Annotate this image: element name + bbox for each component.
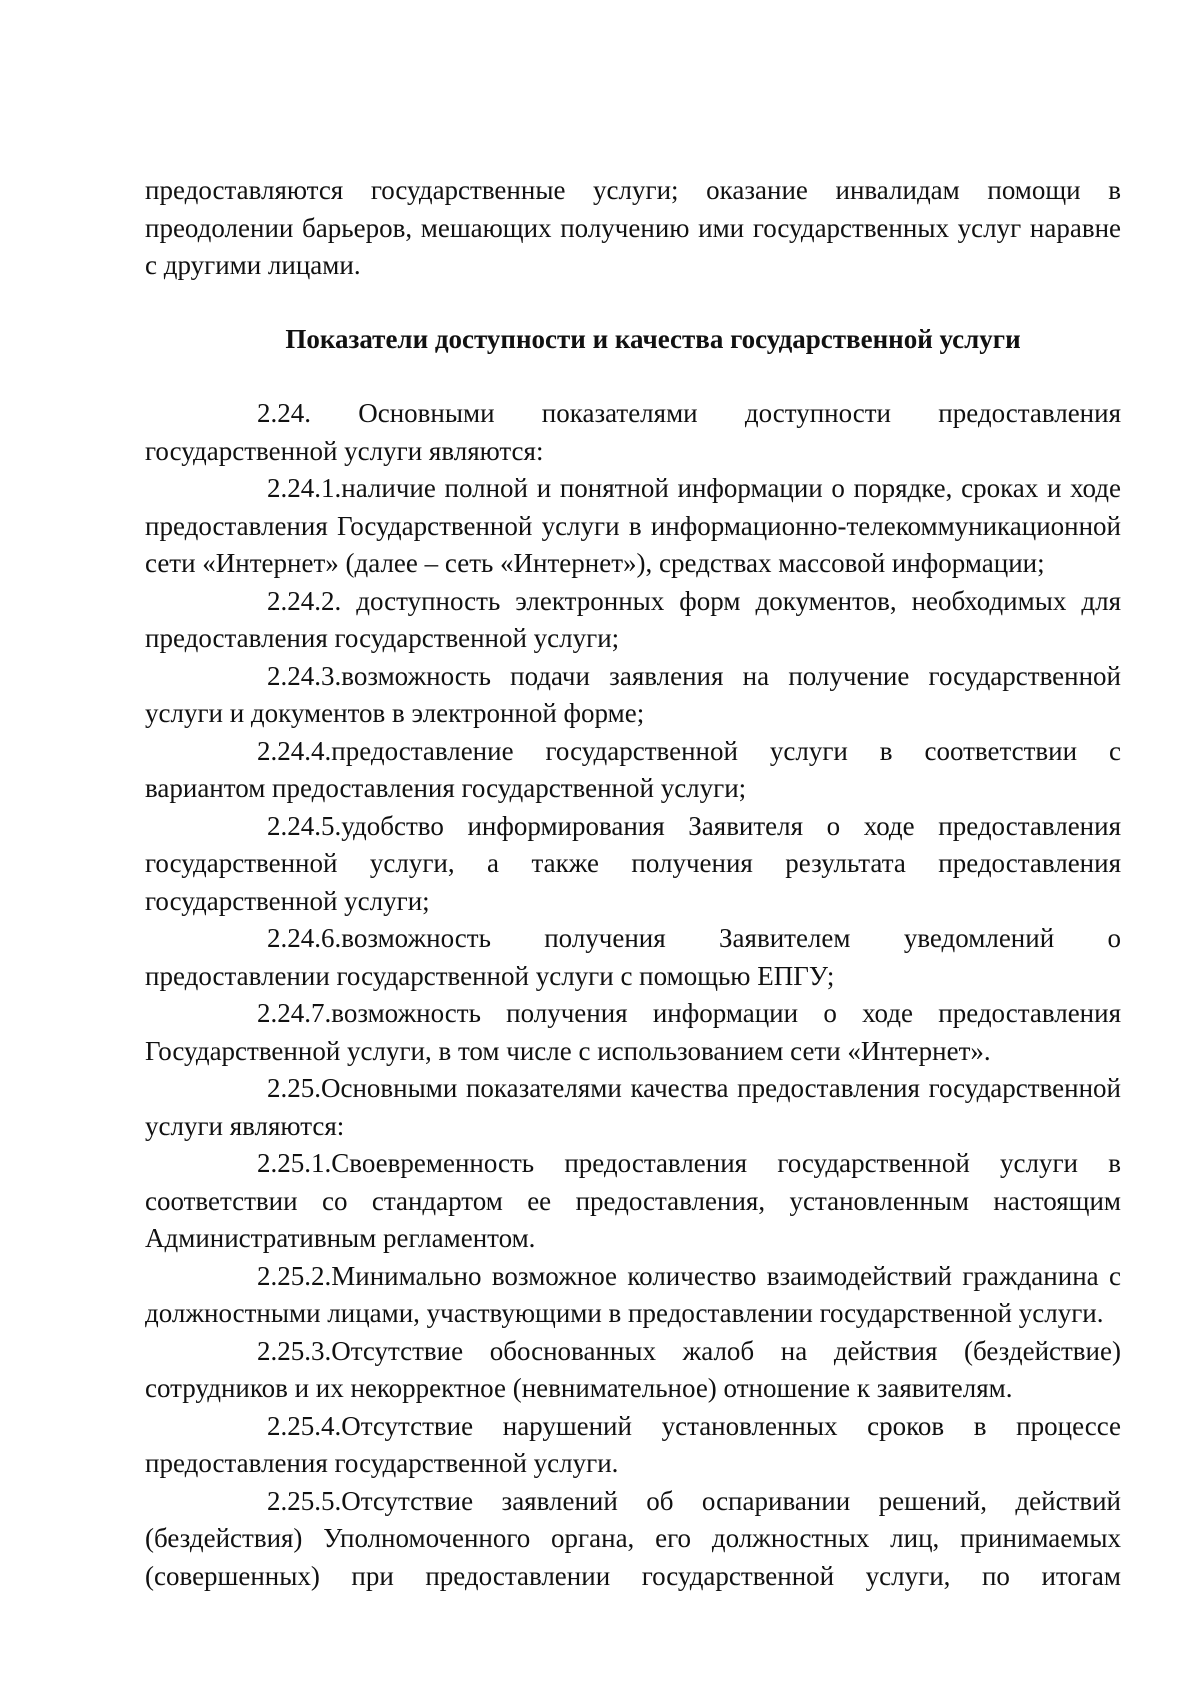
paragraph-2-25-3: 2.25.3.Отсутствие обоснованных жалоб на действия (бездействие) сотрудников и их некорректное (невнимательное) отношение к заявителям. xyxy=(145,1335,1121,1403)
paragraph-2-24: 2.24. Основными показателями доступности предоставления государственной услуги являются: xyxy=(145,398,1121,466)
paragraph-2-25-1: 2.25.1.Своевременность предоставления государственной услуги в соответствии со стандартом ее предоставления, установленным настоящим Административным регламентом. xyxy=(145,1148,1121,1253)
paragraph-2-25-5: 2.25.5.Отсутствие заявлений об оспаривании решений, действий (бездействия) Уполномоченного органа, его должностных лиц, принимаемых (совершенных) при предоставлении государственной услуги, по итогам xyxy=(145,1485,1121,1591)
paragraph-2-24-4: 2.24.4.предоставление государственной услуги в соответствии с вариантом предоставления государственной услуги; xyxy=(145,735,1121,803)
paragraph-2-24-2: 2.24.2. доступность электронных форм документов, необходимых для предоставления государственной услуги; xyxy=(145,585,1121,653)
paragraph-2-24-6: 2.24.6.возможность получения Заявителем уведомлений о предоставлении государственной услуги с помощью ЕПГУ; xyxy=(145,923,1121,991)
paragraph-2-24-7: 2.24.7.возможность получения информации о ходе предоставления Государственной услуги, в том числе с использованием сети «Интернет». xyxy=(145,998,1121,1066)
section-heading: Показатели доступности и качества государственной услуги xyxy=(285,323,1021,354)
paragraph-2-24-1: 2.24.1.наличие полной и понятной информации о порядке, сроках и ходе предоставления Государственной услуги в информационно-телекоммуникационной сети «Интернет» (далее – сеть «Интернет»), средствах массовой информации; xyxy=(145,473,1121,578)
paragraph-2-25: 2.25.Основными показателями качества предоставления государственной услуги являются: xyxy=(145,1073,1121,1141)
intro-paragraph: предоставляются государственные услуги; оказание инвалидам помощи в преодолении барьеров, мешающих получению ими государственных услуг наравне с другими лицами. xyxy=(145,175,1121,280)
paragraph-2-24-3: 2.24.3.возможность подачи заявления на получение государственной услуги и документов в электронной форме; xyxy=(145,660,1121,728)
paragraph-2-24-5: 2.24.5.удобство информирования Заявителя о ходе предоставления государственной услуги, а также получения результата предоставления государственной услуги; xyxy=(145,810,1121,916)
document-page xyxy=(145,172,1121,1595)
paragraph-2-25-2: 2.25.2.Минимально возможное количество взаимодействий гражданина с должностными лицами, участвующими в предоставлении государственной услуги. xyxy=(145,1260,1121,1328)
paragraph-2-25-4: 2.25.4.Отсутствие нарушений установленных сроков в процессе предоставления государственной услуги. xyxy=(145,1410,1121,1478)
